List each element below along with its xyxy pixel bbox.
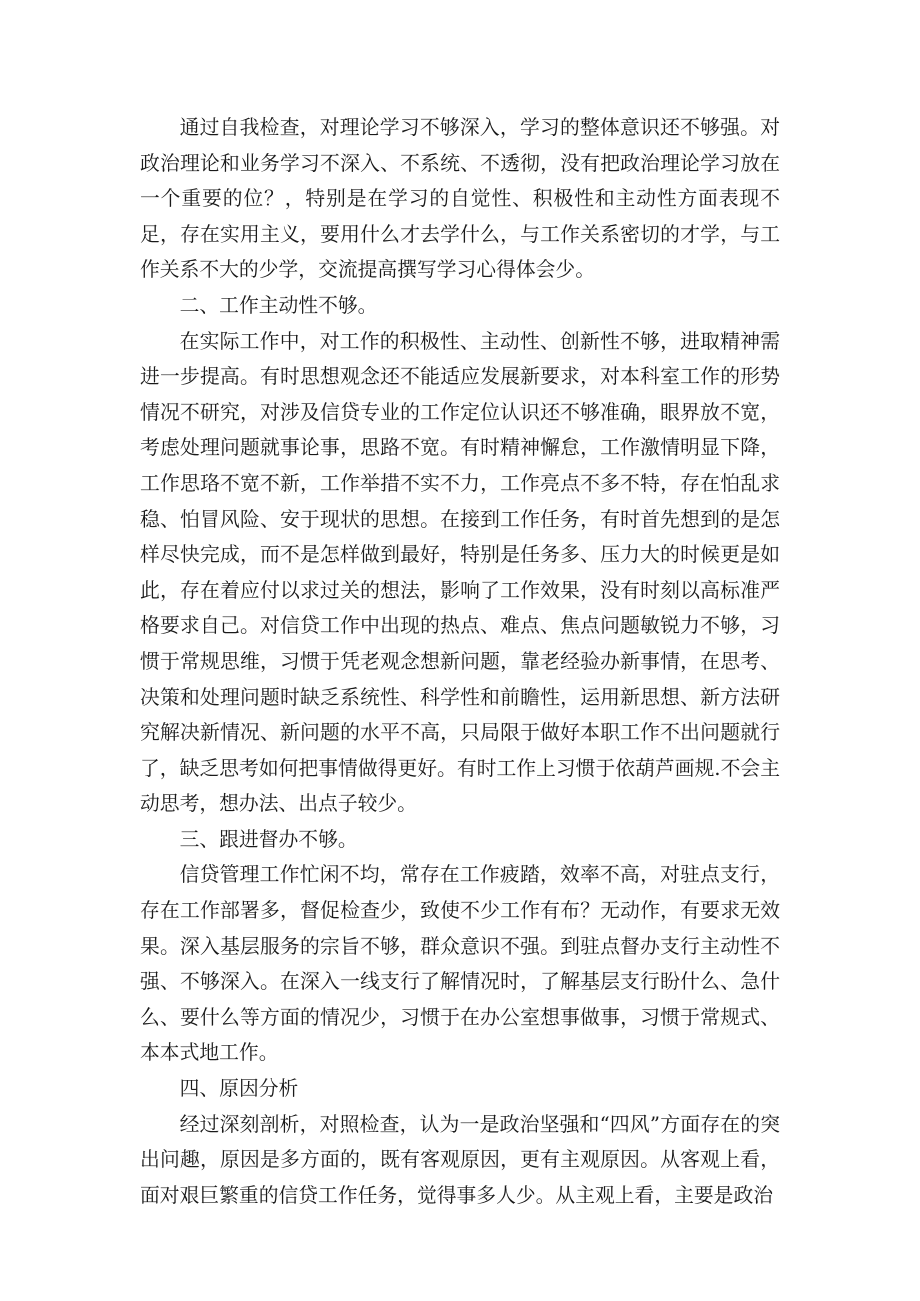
paragraph-theory-study: 通过自我检查，对理论学习不够深入，学习的整体意识还不够强。对政治理论和业务学习不深入、不系统、不透彻，没有把政治理论学习放在一个重要的位？，特别是在学习的自觉性、积极性和主动性方面表现不足，存在实用主义，要用什么才去学什么，与工作关系密切的才学，与工作关系不大的少学，交流提高撰写学习心得体会少。: [140, 116, 780, 282]
heading-supervision: 三、跟进督办不够。: [179, 827, 358, 851]
heading-cause-analysis: 四、原因分析: [179, 1077, 299, 1101]
paragraph-cause-analysis: 经过深刻剖析，对照检查，认为一是政治坚强和“四风”方面存在的突出问趣，原因是多方面的，既有客观原因，更有主观原因。从客观上看，面对艰巨繁重的信贷工作任务，觉得事多人少。从主观上看，主要是政治: [140, 1112, 780, 1207]
paragraph-supervision: 信贷管理工作忙闲不均，常存在工作疲踏，效率不高，对驻点支行，存在工作部署多，督促检查少，致使不少工作有布？无动作，有要求无效果。深入基层服务的宗旨不够，群众意识不强。到驻点督办支行主动性不强、不够深入。在深入一线支行了解情况时，了解基层支行盼什么、急什么、要什么等方面的情况少，习惯于在办公室想事做事，习惯于常规式、本本式地工作。: [140, 863, 780, 1065]
paragraph-initiative: 在实际工作中，对工作的积极性、主动性、创新性不够，进取精神需进一步提高。有时思想观念还不能适应发展新要求，对本科室工作的形势情况不研究，对涉及信贷专业的工作定位认识还不够准确，眼界放不宽，考虑处理问题就事论事，思路不宽。有时精神懈怠，工作激情明显下降，工作思珞不宽不新，工作举措不实不力，工作亮点不多不特，存在怕乱求稳、怕冒风险、安于现状的思想。在接到工作任务，有时首先想到的是怎样尽快完成，而不是怎样做到最好，特别是任务多、压力大的时候更是如此，存在着应付以求过关的想法，影响了工作效果，没有时刻以高标准严格要求自己。对信贷工作中出现的热点、难点、焦点问题敏锐力不够，习惯于常规思维，习惯于凭老观念想新问题，靠老经验办新事情，在思考、决策和处理问题时缺乏系统性、科学性和前瞻性，运用新思想、新方法研究解决新情况、新问题的水平不高，只局限于做好本职工作不出问题就行了，缺乏思考如何把事情做得更好。有时工作上习惯于依葫芦画规.不会主动思考，想办法、出点子较少。: [140, 329, 780, 816]
heading-initiative: 二、工作主动性不够。: [179, 293, 378, 317]
document-page: [140, 110, 780, 1213]
